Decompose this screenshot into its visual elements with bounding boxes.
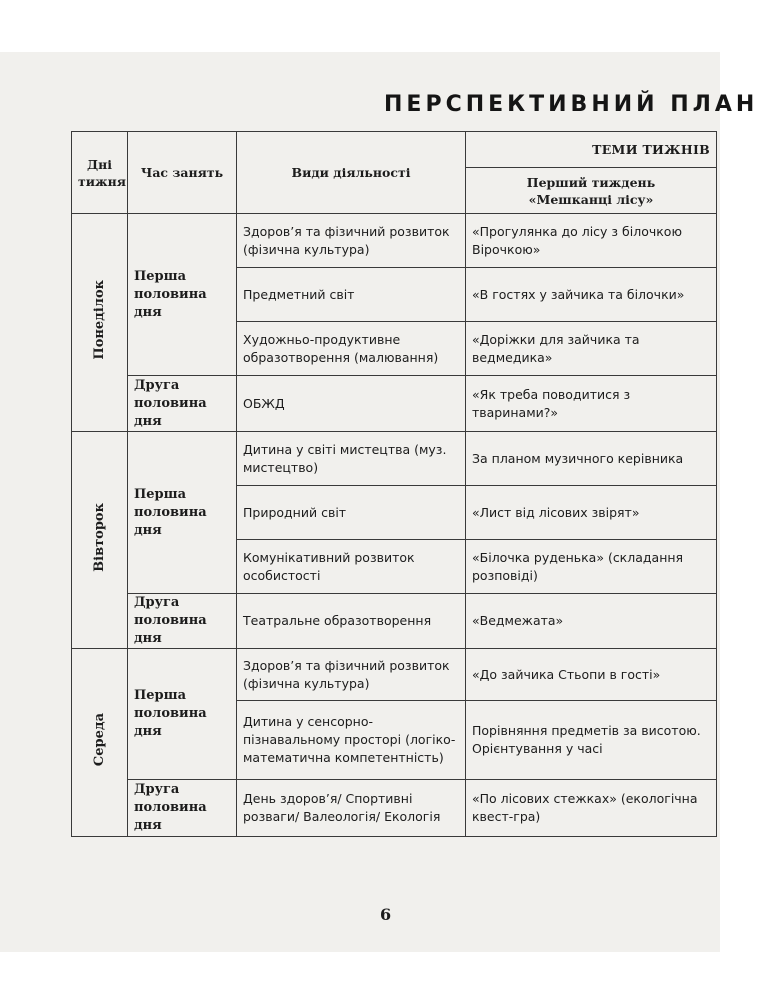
header-activities: Види діяльності <box>237 132 466 214</box>
theme-cell: «В гостях у зайчика та білочки» <box>466 268 717 322</box>
header-time: Час занять <box>128 132 237 214</box>
activity-cell: Дитина у сенсорно-пізнавальному просторі (логіко-математична компетентність) <box>237 701 466 780</box>
activity-cell: Предметний світ <box>237 268 466 322</box>
time-cell: Перша половина дня <box>128 649 237 780</box>
activity-cell: Природний світ <box>237 486 466 540</box>
day-cell-monday <box>72 214 128 432</box>
theme-cell: За планом музичного керівника <box>466 432 717 486</box>
activity-cell: Театральне образотворення <box>237 594 466 649</box>
time-cell: Друга половина дня <box>128 780 237 837</box>
day-label: Вівторок <box>91 502 107 572</box>
activity-cell: Здоров’я та фізичний розвиток (фізична культура) <box>237 649 466 701</box>
theme-cell: «Доріжки для зайчика та ведмедика» <box>466 322 717 376</box>
day-cell-tuesday <box>72 432 128 649</box>
theme-cell: «Ведмежата» <box>466 594 717 649</box>
theme-cell: «По лісових стежках» (екологічна квест-гра) <box>466 780 717 837</box>
activity-cell: Дитина у світі мистецтва (муз. мистецтво) <box>237 432 466 486</box>
theme-cell: «Прогулянка до лісу з білочкою Вірочкою» <box>466 214 717 268</box>
theme-cell: «Білочка руденька» (складання розповіді) <box>466 540 717 594</box>
plan-table <box>71 131 717 837</box>
day-label: Понеділок <box>91 279 107 360</box>
theme-cell: «Як треба поводитися з тваринами?» <box>466 376 717 432</box>
activity-cell: День здоров’я/ Спортивні розваги/ Валеологія/ Екологія <box>237 780 466 837</box>
activity-cell: Здоров’я та фізичний розвиток (фізична культура) <box>237 214 466 268</box>
theme-cell: «Лист від лісових звірят» <box>466 486 717 540</box>
time-cell: Перша половина дня <box>128 432 237 594</box>
page-number: 6 <box>380 905 392 924</box>
time-cell: Друга половина дня <box>128 376 237 432</box>
header-days: Дні тижня <box>72 132 128 214</box>
activity-cell: Художньо-продуктивне образотворення (малювання) <box>237 322 466 376</box>
time-cell: Перша половина дня <box>128 214 237 376</box>
day-label: Середа <box>91 712 107 767</box>
activity-cell: Комунікативний розвиток особистості <box>237 540 466 594</box>
time-cell: Друга половина дня <box>128 594 237 649</box>
activity-cell: ОБЖД <box>237 376 466 432</box>
theme-cell: Порівняння предметів за висотою. Орієнтування у часі <box>466 701 717 780</box>
day-cell-wednesday <box>72 649 128 837</box>
header-week: Перший тиждень «Мешканці лісу» <box>466 168 717 214</box>
header-themes: ТЕМИ ТИЖНІВ <box>466 132 717 168</box>
page-title: ПЕРСПЕКТИВНИЙ ПЛАН <box>384 92 758 117</box>
theme-cell: «До зайчика Стьопи в гості» <box>466 649 717 701</box>
